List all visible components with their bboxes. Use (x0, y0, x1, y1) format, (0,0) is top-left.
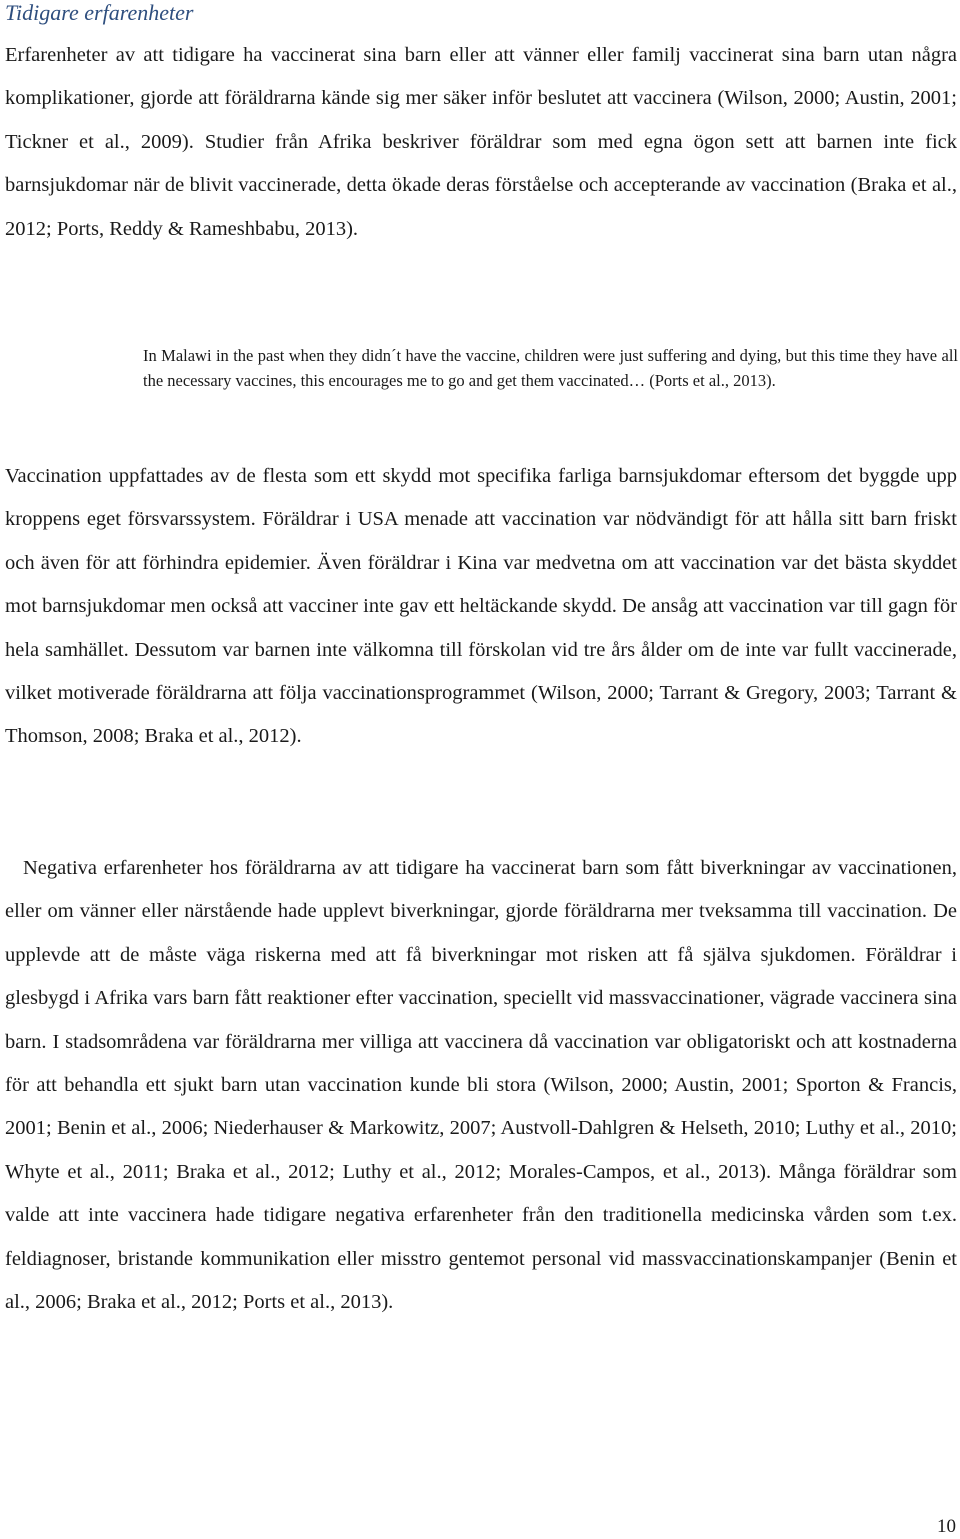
paragraph-vaccination-protection: Vaccination uppfattades av de flesta som ett skydd mot specifika farliga barnsjukdomar eftersom det byggde upp kroppens eget försvarssystem. Föräldrar i USA menade att vaccination var nödvändigt för att hålla sitt barn friskt och även för att förhindra epidemier. Även föräldrar i Kina var medvetna om att vaccination var det bästa skyddet mot barnsjukdomar men också att vacciner inte gav ett heltäckande skydd. De ansåg att vaccination var till gagn för hela samhället. Dessutom var barnen inte välkomna till förskolan vid tre års ålder om de inte var fullt vaccinerade, vilket motiverade föräldrarna att följa vaccinationsprogrammet (Wilson, 2000; Tarrant & Gregory, 2003; Tarrant & Thomson, 2008; Braka et al., 2012). (5, 465, 957, 748)
paragraph-negative-experiences (5, 847, 957, 1324)
section-heading: Tidigare erfarenheter (5, 0, 194, 25)
page-number: 10 (937, 1516, 956, 1537)
block-quote: In Malawi in the past when they didn´t have the vaccine, children were just suffering and dying, but this time they have all the necessary vaccines, this encourages me to go and get them vaccinated… (Ports et al., 2013). (143, 346, 958, 390)
paragraph-negative-experiences-text: Negativa erfarenheter hos föräldrarna av att tidigare ha vaccinerat barn som fått biverkningar av vaccinationen, eller om vänner eller närstående hade upplevt biverkningar, gjorde föräldrarna mer tveksamma till vaccination. De upplevde att de måste väga riskerna med att få biverkningar mot risken att få själva sjukdomen. Föräldrar i glesbygd i Afrika vars barn fått reaktioner efter vaccination, speciellt vid massvaccinationer, vägrade vaccinera sina barn. I stadsområdena var föräldrarna mer villiga att vaccinera då vaccination var obligatoriskt och att kostnaderna för att behandla ett sjukt barn utan vaccination kunde bli stora (Wilson, 2000; Austin, 2001; Sporton & Francis, 2001; Benin et al., 2006; Niederhauser & Markowitz, 2007; Austvoll-Dahlgren & Helseth, 2010; Luthy et al., 2010; Whyte et al., 2011; Braka et al., 2012; Luthy et al., 2012; Morales-Campos, et al., 2013). Många föräldrar som valde att inte vaccinera hade tidigare negativa erfarenheter från den traditionella medicinska vården som t.ex. feldiagnoser, bristande kommunikation eller misstro gentemot personal vid massvaccinationskampanjer (Benin et al., 2006; Braka et al., 2012; Ports et al., 2013). (5, 857, 957, 1314)
paragraph-previous-experiences: Erfarenheter av att tidigare ha vaccinerat sina barn eller att vänner eller familj vaccinerat sina barn utan några komplikationer, gjorde att föräldrarna kände sig mer säker inför beslutet att vaccinera (Wilson, 2000; Austin, 2001; Tickner et al., 2009). Studier från Afrika beskriver föräldrar som med egna ögon sett att barnen inte fick barnsjukdomar när de blivit vaccinerade, detta ökade deras förståelse och accepterande av vaccination (Braka et al., 2012; Ports, Reddy & Rameshbabu, 2013). (5, 44, 957, 240)
